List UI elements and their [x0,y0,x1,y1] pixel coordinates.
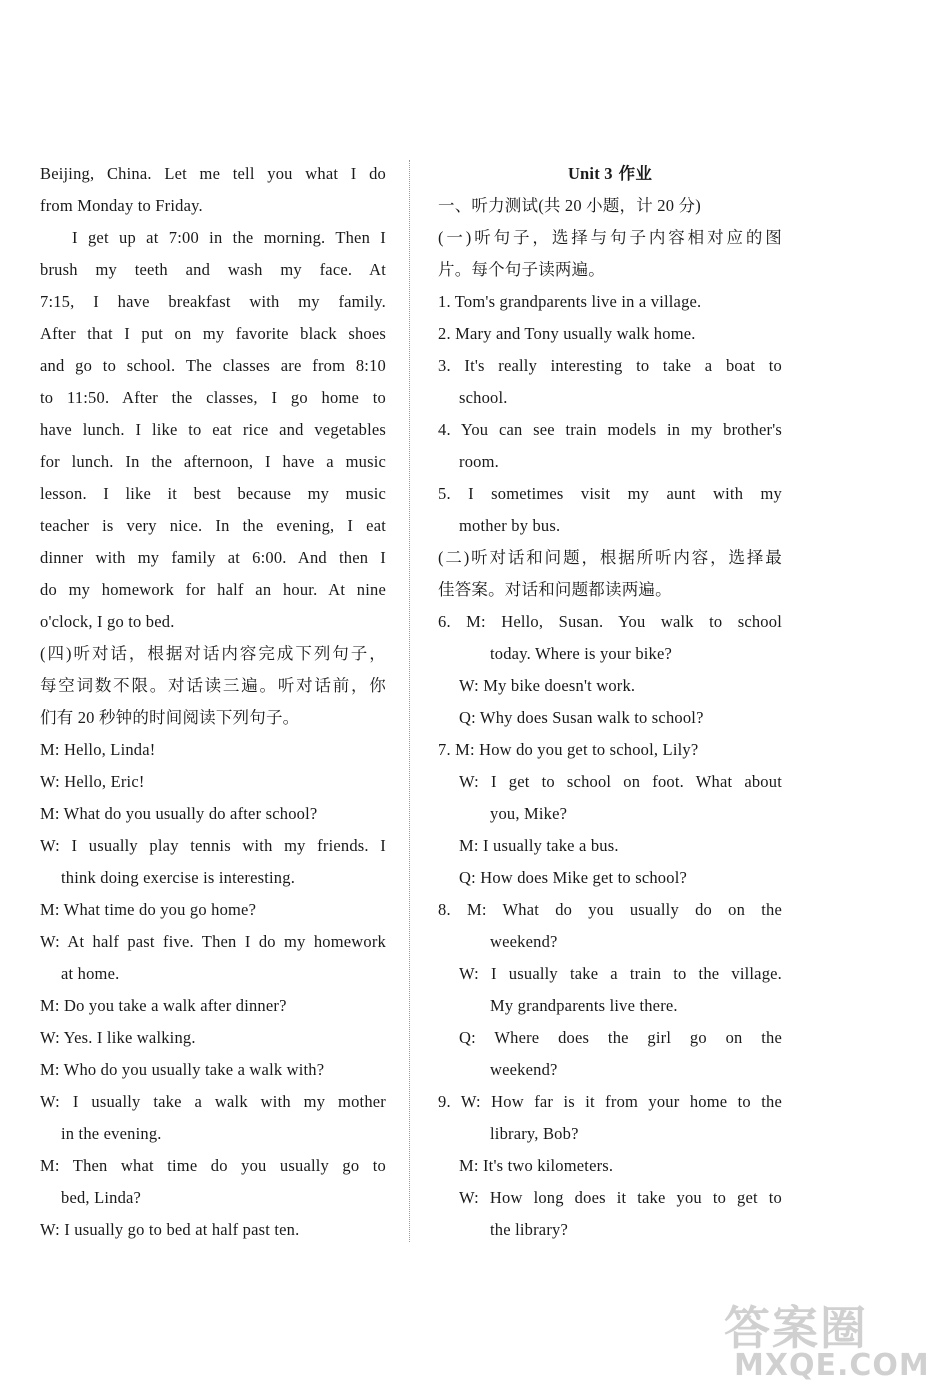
text-line: and go to school. The classes are from 8:10 [40,356,386,375]
text-line: W: I get to school on foot. What about [459,772,782,791]
text-line: 们有 20 秒钟的时间阅读下列句子。 [40,708,300,727]
text-line: M: It's two kilometers. [459,1156,614,1175]
text-line: I get up at 7:00 in the morning. Then I [72,228,386,247]
text-line: bed, Linda? [61,1188,142,1207]
text-line: W: Yes. I like walking. [40,1028,196,1047]
text-line: (一)听句子，选择与句子内容相对应的图 [438,228,782,247]
text-line: you, Mike? [490,804,568,823]
text-line: 7:15, I have breakfast with my family. [40,292,386,311]
text-line: 8. M: What do you usually do on the [438,900,782,919]
text-line: o'clock, I go to bed. [40,612,175,631]
watermark-text: 答案圈 [724,1301,868,1355]
text-line: W: How long does it take you to get to [459,1188,782,1207]
text-line: W: I usually take a train to the village. [459,964,782,983]
text-line: to 11:50. After the classes, I go home to [40,388,386,407]
text-line: library, Bob? [490,1124,579,1143]
text-line: W: I usually go to bed at half past ten. [40,1220,300,1239]
watermark-url: MXQE.COM [734,1348,930,1383]
text-line: W: At half past five. Then I do my homework [40,932,386,951]
text-line: M: Who do you usually take a walk with? [40,1060,325,1079]
text-line: Q: Why does Susan walk to school? [459,708,704,727]
text-line: do my homework for half an hour. At nine [40,580,386,599]
text-line: W: Hello, Eric! [40,772,145,791]
text-line: 佳答案。对话和问题都读两遍。 [438,580,672,599]
text-line: in the evening. [61,1124,162,1143]
text-line: (四)听对话，根据对话内容完成下列句子， [40,644,386,663]
text-line: from Monday to Friday. [40,196,203,215]
text-line: W: I usually play tennis with my friends. I [40,836,386,855]
text-line: 一、听力测试(共 20 小题，计 20 分) [438,196,701,215]
unit-title-en: Unit 3 [567,164,613,183]
text-line: have lunch. I like to eat rice and vegetables [40,420,386,439]
text-line: 9. W: How far is it from your home to the [438,1092,782,1111]
text-line: school. [459,388,508,407]
text-line: Q: Where does the girl go on the [459,1028,782,1047]
left-column [40,158,386,1246]
text-line: for lunch. In the afternoon, I have a music [40,452,386,471]
text-line: 1. Tom's grandparents live in a village. [438,292,702,311]
text-line: M: Hello, Linda! [40,740,156,759]
text-line: today. Where is your bike? [490,644,673,663]
text-line: M: What do you usually do after school? [40,804,318,823]
text-line: 5. I sometimes visit my aunt with my [438,484,782,503]
text-line: 每空词数不限。对话读三遍。听对话前，你 [40,676,386,695]
text-line: M: Then what time do you usually go to [40,1156,386,1175]
text-line: mother by bus. [459,516,561,535]
text-line: W: My bike doesn't work. [459,676,636,695]
watermark-logo [720,1290,930,1383]
text-line: Q: How does Mike get to school? [459,868,687,887]
text-line: W: I usually take a walk with my mother [40,1092,386,1111]
text-line: My grandparents live there. [490,996,678,1015]
text-line: think doing exercise is interesting. [61,868,296,887]
text-line: weekend? [490,932,558,951]
text-line: 4. You can see train models in my brother's [438,420,782,439]
text-line: M: Do you take a walk after dinner? [40,996,287,1015]
text-line: Beijing, China. Let me tell you what I do [40,164,386,183]
text-line: (二)听对话和问题，根据所听内容，选择最 [438,548,782,567]
text-line: room. [459,452,499,471]
text-line: M: I usually take a bus. [459,836,619,855]
right-column [438,158,782,1246]
text-line: After that I put on my favorite black shoes [40,324,386,343]
text-line: M: What time do you go home? [40,900,257,919]
right-lines [438,190,782,1246]
unit-title-zh: 作业 [612,164,653,183]
column-divider [409,160,410,1242]
text-line: weekend? [490,1060,558,1079]
text-line: 6. M: Hello, Susan. You walk to school [438,612,782,631]
text-line: 3. It's really interesting to take a boat to [438,356,782,375]
text-line: dinner with my family at 6:00. And then I [40,548,386,567]
text-line: at home. [61,964,120,983]
text-line: 7. M: How do you get to school, Lily? [438,740,699,759]
text-line: brush my teeth and wash my face. At [40,260,386,279]
text-line: 2. Mary and Tony usually walk home. [438,324,696,343]
text-line: 片。每个句子读两遍。 [438,260,605,279]
text-line: lesson. I like it best because my music [40,484,386,503]
text-line: teacher is very nice. In the evening, I eat [40,516,386,535]
text-line: the library? [490,1220,568,1239]
unit-title [438,158,782,190]
